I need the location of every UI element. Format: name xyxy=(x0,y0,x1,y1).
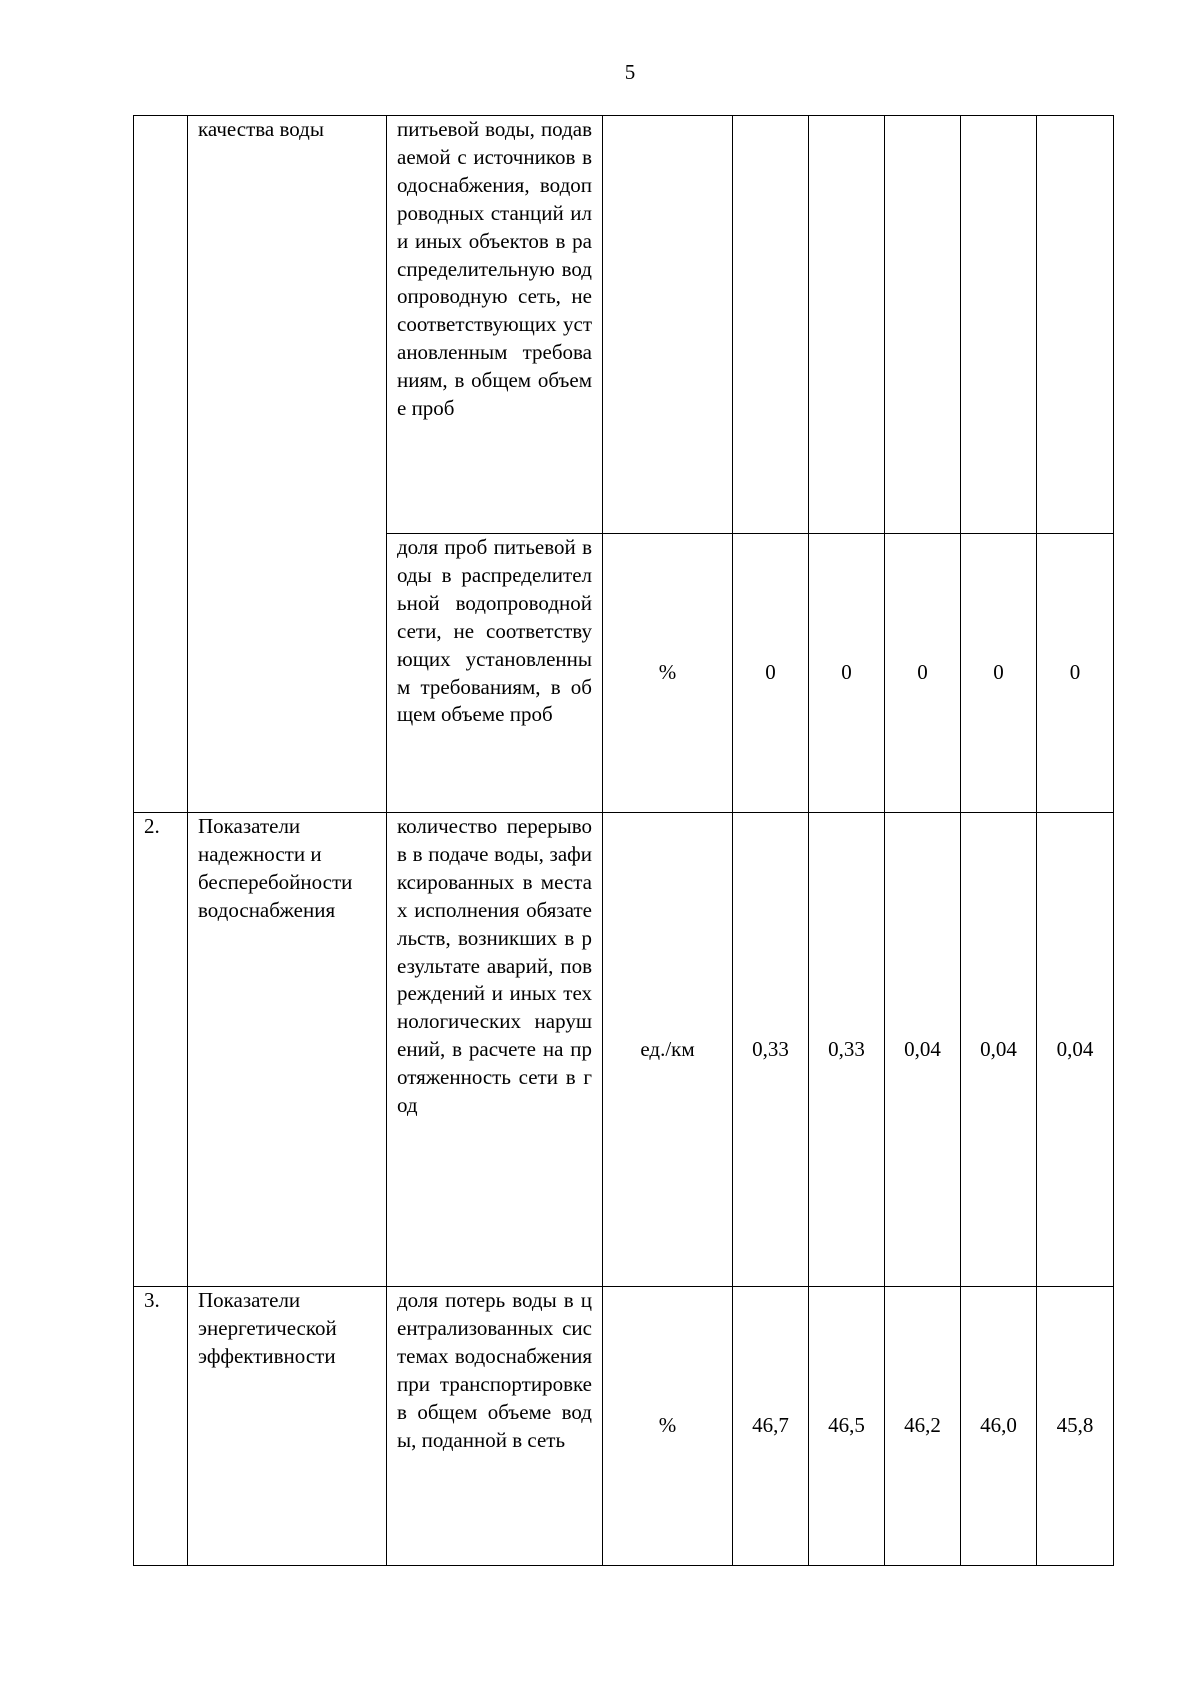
indicator-group-cell: Показатели надежности и бесперебойности водоснабжения xyxy=(188,813,387,1287)
unit-cell: ед./км xyxy=(603,813,733,1287)
indicator-description-cell: доля проб питьевой воды в распределительной водопроводной сети, не соответствующих установленным требованиям, в общем объеме проб xyxy=(387,534,603,813)
unit-cell xyxy=(603,116,733,534)
value-cell: 0 xyxy=(961,534,1037,813)
value-cell xyxy=(1037,116,1114,534)
value-cell: 45,8 xyxy=(1037,1287,1114,1566)
value-cell: 0,04 xyxy=(961,813,1037,1287)
value-cell: 46,7 xyxy=(733,1287,809,1566)
indicators-table xyxy=(133,115,1114,1566)
value-cell xyxy=(809,116,885,534)
value-cell: 0 xyxy=(1037,534,1114,813)
row-number-cell xyxy=(134,116,188,813)
table-row xyxy=(134,813,1114,1287)
value-cell: 0 xyxy=(809,534,885,813)
unit-cell: % xyxy=(603,534,733,813)
value-cell: 0,33 xyxy=(733,813,809,1287)
indicator-group-cell: Показатели энергетической эффективности xyxy=(188,1287,387,1566)
value-cell: 0,04 xyxy=(885,813,961,1287)
row-number-cell: 2. xyxy=(134,813,188,1287)
value-cell: 46,5 xyxy=(809,1287,885,1566)
indicator-group-cell: качества воды xyxy=(188,116,387,813)
table-row xyxy=(134,1287,1114,1566)
row-number-cell: 3. xyxy=(134,1287,188,1566)
value-cell xyxy=(885,116,961,534)
value-cell: 46,2 xyxy=(885,1287,961,1566)
unit-cell: % xyxy=(603,1287,733,1566)
indicator-description-cell: питьевой воды, подаваемой с источников водоснабжения, водопроводных станций или иных объектов в распределительную водопроводную сеть, не соответствующих установленным требованиям, в общем объеме проб xyxy=(387,116,603,534)
value-cell: 0,33 xyxy=(809,813,885,1287)
value-cell: 0,04 xyxy=(1037,813,1114,1287)
value-cell xyxy=(733,116,809,534)
value-cell: 0 xyxy=(733,534,809,813)
table-row xyxy=(134,116,1114,534)
page-number: 5 xyxy=(624,60,636,84)
value-cell: 46,0 xyxy=(961,1287,1037,1566)
value-cell xyxy=(961,116,1037,534)
indicator-description-cell: количество перерывов в подаче воды, зафиксированных в местах исполнения обязательств, возникших в результате аварий, повреждений и иных технологических нарушений, в расчете на протяженность сети в год xyxy=(387,813,603,1287)
value-cell: 0 xyxy=(885,534,961,813)
indicator-description-cell: доля потерь воды в централизованных системах водоснабжения при транспортировке в общем объеме воды, поданной в сеть xyxy=(387,1287,603,1566)
